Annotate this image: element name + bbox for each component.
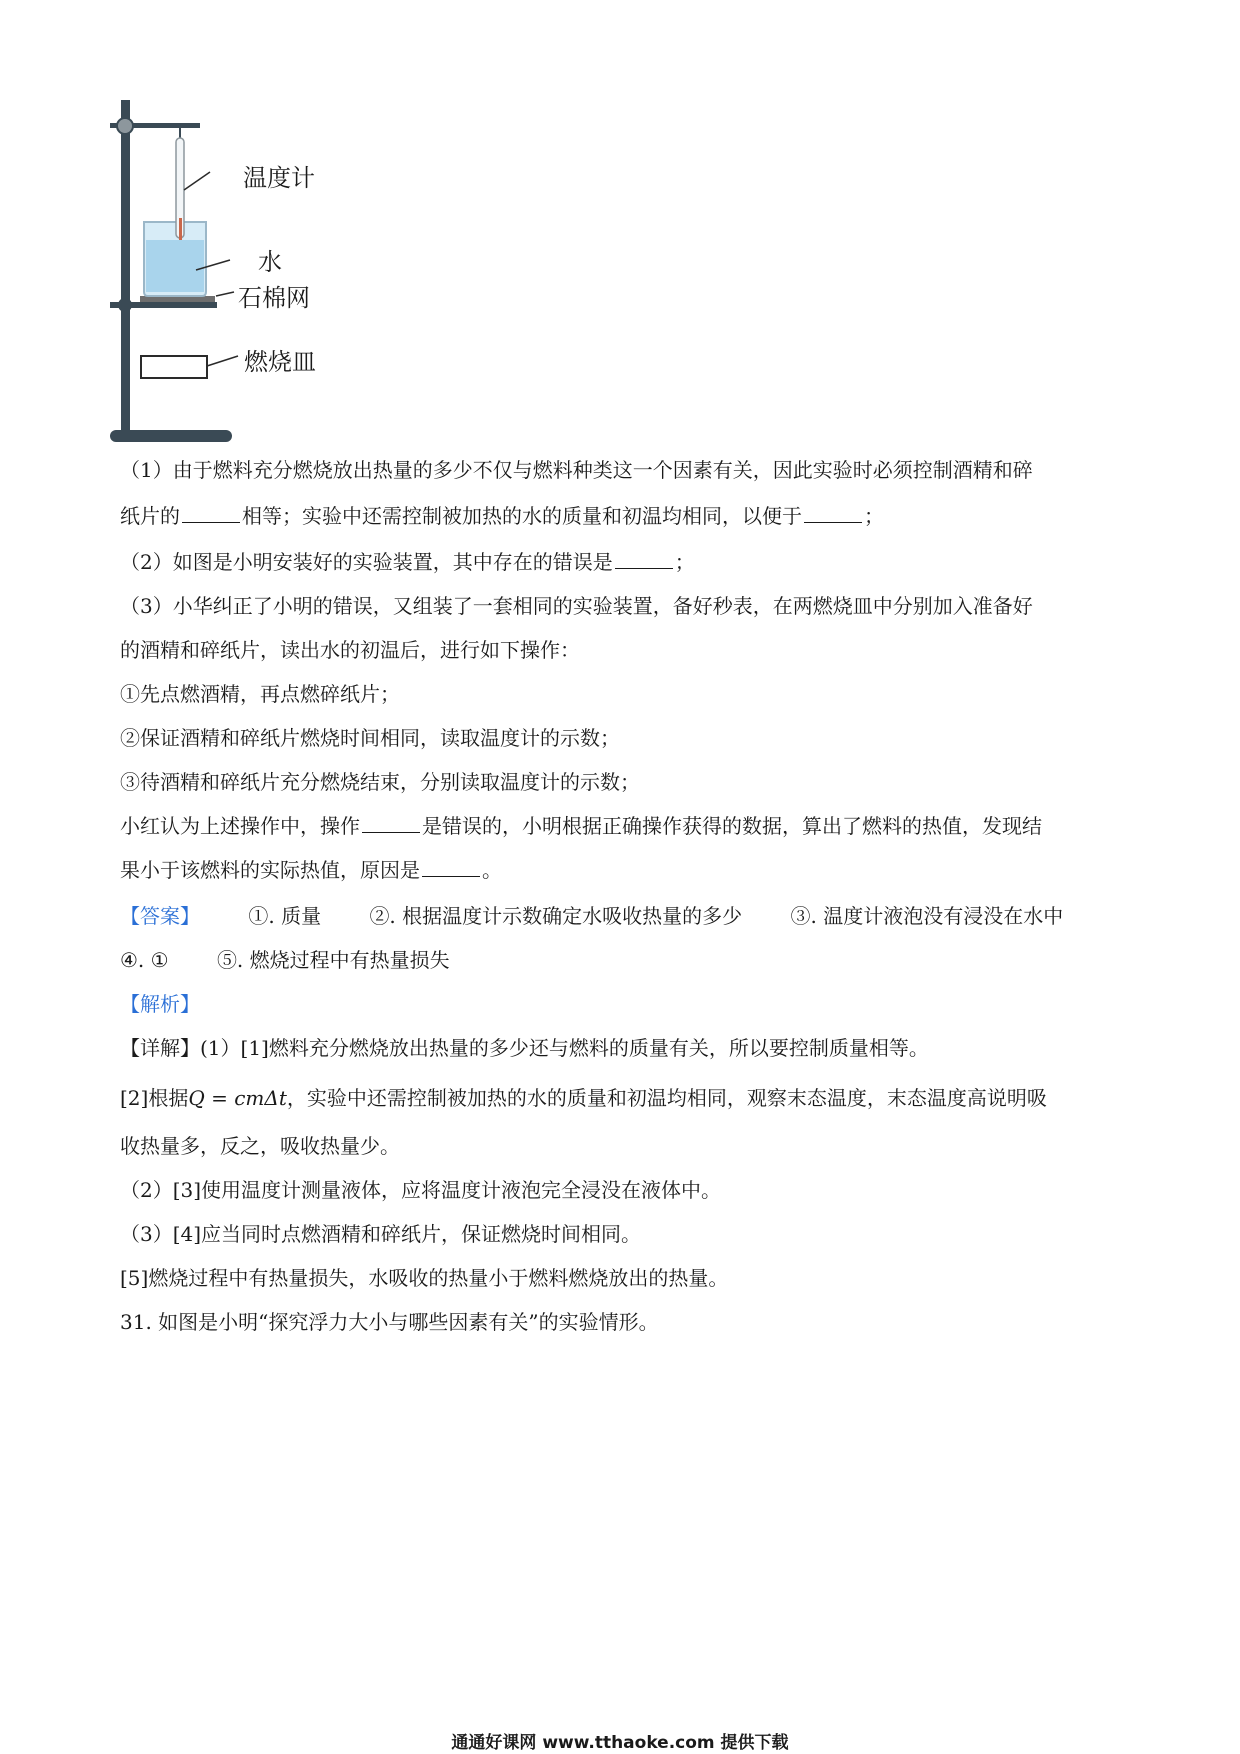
answer-blank-2[interactable] (804, 504, 862, 523)
analysis-detail-2-pre: [2]根据 (120, 1086, 189, 1110)
analysis-detail-1 (120, 1036, 929, 1060)
answer-blank-5[interactable] (422, 858, 480, 877)
answer-blank-3[interactable] (615, 550, 673, 569)
analysis-detail-1-text: 【详解】(1）[1]燃料充分燃烧放出热量的多少还与燃料的质量有关，所以要控制质量相等。 (120, 1036, 929, 1060)
label-thermometer: 温度计 (243, 164, 315, 192)
answer-line-1 (120, 904, 1063, 928)
q-part3-text-a: （3）小华纠正了小明的错误，又组装了一套相同的实验装置，备好秒表，在两燃烧皿中分别加入准备好 (120, 594, 1033, 618)
analysis-detail-3-text: （2）[3]使用温度计测量液体，应将温度计液泡完全浸没在液体中。 (120, 1178, 722, 1202)
analysis-detail-4-text: （3）[4]应当同时点燃酒精和碎纸片，保证燃烧时间相同。 (120, 1222, 642, 1246)
q-step-2 (120, 726, 620, 750)
q-part1-text-b-mid: 相等；实验中还需控制被加热的水的质量和初温均相同，以便于 (242, 504, 802, 528)
answer-blank-1[interactable] (182, 504, 240, 523)
answer-item-5: ⑤. 燃烧过程中有热量损失 (216, 948, 450, 972)
water (146, 240, 204, 292)
leader-thermometer (184, 172, 210, 190)
answer-item-4: ④. ① (120, 948, 169, 972)
q-part4-line1 (120, 814, 1042, 838)
ring-clamp-knob (118, 298, 132, 312)
analysis-detail-5 (120, 1266, 728, 1290)
q-part4-text-a-end: 是错误的，小明根据正确操作获得的数据，算出了燃料的热值，发现结 (422, 814, 1042, 838)
burner-dish (141, 356, 207, 378)
heat-formula: Q = cmΔt (188, 1086, 287, 1110)
q-part2-end: ； (674, 550, 695, 574)
leader-gauze (216, 292, 234, 296)
top-clamp-knob (117, 118, 133, 134)
next-question (120, 1310, 659, 1334)
analysis-detail-2 (120, 1086, 1047, 1110)
q-part3-text-b: 的酒精和碎纸片，读出水的初温后，进行如下操作： (120, 638, 580, 662)
analysis-detail-5-text: [5]燃烧过程中有热量损失，水吸收的热量小于燃料燃烧放出的热量。 (120, 1266, 729, 1290)
q-part1-line2 (120, 504, 884, 528)
q-part1-line1 (120, 458, 1033, 482)
q-part3-line1 (120, 594, 1033, 618)
q-part3-line2 (120, 638, 580, 662)
analysis-detail-2b (120, 1134, 400, 1158)
answer-tag: 【答案】 (120, 904, 200, 928)
q-step-1-text: ①先点燃酒精，再点燃碎纸片； (120, 682, 400, 706)
q-part1-text-b-end: ； (864, 504, 884, 528)
apparatus-diagram (110, 100, 370, 450)
leader-burner (207, 356, 238, 366)
analysis-tag-line (120, 992, 200, 1016)
q-part1-text-a: （1）由于燃料充分燃烧放出热量的多少不仅与燃料种类这一个因素有关，因此实验时必须控制酒精和碎 (120, 458, 1033, 482)
analysis-detail-3 (120, 1178, 721, 1202)
answer-blank-4[interactable] (362, 814, 420, 833)
answer-item-2: ②. 根据温度计示数确定水吸收热量的多少 (369, 904, 743, 928)
apparatus-figure (110, 100, 370, 450)
label-water: 水 (258, 248, 282, 276)
q-part4-text-a-pre: 小红认为上述操作中，操作 (120, 814, 360, 838)
analysis-detail-2-post: ，实验中还需控制被加热的水的质量和初温均相同，观察末态温度，末态温度高说明吸 (286, 1086, 1047, 1110)
q-part4-line2 (120, 858, 502, 882)
q-part4-text-b-end: 。 (482, 858, 502, 882)
q-part2-text: （2）如图是小明安装好的实验装置，其中存在的错误是 (120, 550, 613, 574)
thermometer-liquid (179, 218, 182, 240)
stand-rod (121, 100, 130, 432)
answer-item-1: ①. 质量 (248, 904, 322, 928)
answer-line-2 (120, 948, 450, 972)
analysis-detail-4 (120, 1222, 641, 1246)
page-footer: 通通好课网 www.tthaoke.com 提供下载 (451, 1733, 789, 1753)
q-part4-text-b-pre: 果小于该燃料的实际热值，原因是 (120, 858, 420, 882)
q-step-3-text: ③待酒精和碎纸片充分燃烧结束，分别读取温度计的示数； (120, 770, 640, 794)
answer-item-3: ③. 温度计液泡没有浸没在水中 (790, 904, 1064, 928)
analysis-detail-2b-text: 收热量多，反之，吸收热量少。 (120, 1134, 400, 1158)
q-step-1 (120, 682, 400, 706)
analysis-tag: 【解析】 (120, 992, 200, 1016)
label-burner: 燃烧皿 (244, 348, 316, 376)
next-question-text: 31. 如图是小明“探究浮力大小与哪些因素有关”的实验情形。 (120, 1310, 659, 1334)
label-gauze: 石棉网 (238, 284, 310, 312)
q-step-2-text: ②保证酒精和碎纸片燃烧时间相同，读取温度计的示数； (120, 726, 620, 750)
q-part1-text-b-pre: 纸片的 (120, 504, 180, 528)
q-step-3 (120, 770, 640, 794)
q-part2-line (120, 550, 695, 574)
